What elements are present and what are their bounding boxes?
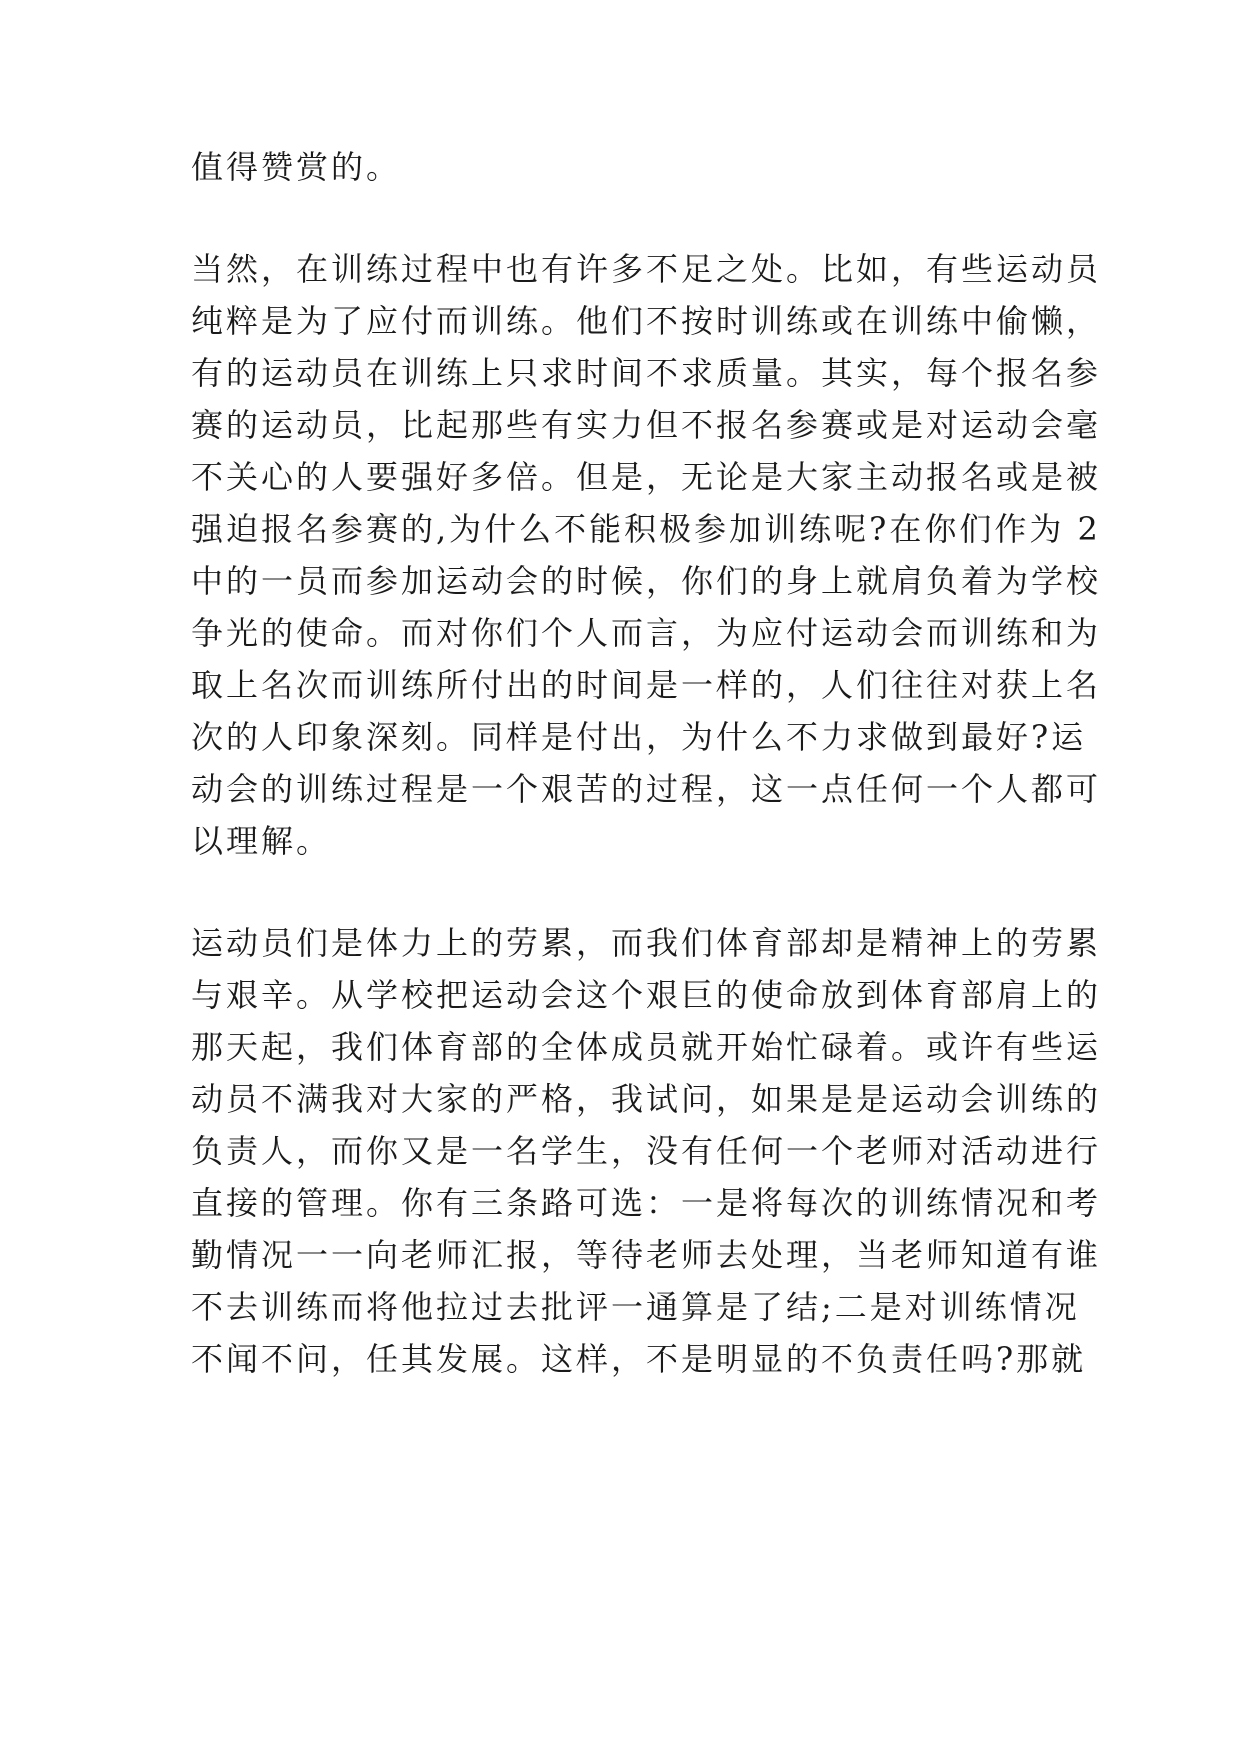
text-line: 直接的管理。你有三条路可选：一是将每次的训练情况和考: [191, 1184, 1102, 1222]
text-line: 运动员们是体力上的劳累，而我们体育部却是精神上的劳累: [191, 924, 1102, 962]
text-line: 与艰辛。从学校把运动会这个艰巨的使命放到体育部肩上的: [191, 976, 1102, 1014]
text-line: 赛的运动员，比起那些有实力但不报名参赛或是对运动会毫: [191, 406, 1102, 444]
text-line: 争光的使命。而对你们个人而言，为应付运动会而训练和为: [191, 614, 1102, 652]
text-line: 以理解。: [191, 822, 332, 860]
text-line: 不去训练而将他拉过去批评一通算是了结;二是对训练情况: [191, 1288, 1080, 1326]
text-line: 纯粹是为了应付而训练。他们不按时训练或在训练中偷懒，: [191, 302, 1102, 340]
text-line: 动会的训练过程是一个艰苦的过程，这一点任何一个人都可: [191, 770, 1102, 808]
text-line: 不闻不问，任其发展。这样，不是明显的不负责任吗?那就: [191, 1340, 1087, 1378]
text-line: 当然，在训练过程中也有许多不足之处。比如，有些运动员: [191, 250, 1102, 288]
text-line: 值得赞赏的。: [191, 148, 402, 186]
text-line: 次的人印象深刻。同样是付出，为什么不力求做到最好?运: [191, 718, 1087, 756]
text-line: 动员不满我对大家的严格，我试问，如果是是运动会训练的: [191, 1080, 1102, 1118]
text-line: 强迫报名参赛的,为什么不能积极参加训练呢?在你们作为 2: [191, 510, 1101, 548]
text-line: 负责人，而你又是一名学生，没有任何一个老师对活动进行: [191, 1132, 1102, 1170]
text-line: 中的一员而参加运动会的时候，你们的身上就肩负着为学校: [191, 562, 1102, 600]
text-line: 勤情况一一向老师汇报，等待老师去处理，当老师知道有谁: [191, 1236, 1102, 1274]
text-line: 取上名次而训练所付出的时间是一样的，人们往往对获上名: [191, 666, 1102, 704]
text-line: 不关心的人要强好多倍。但是，无论是大家主动报名或是被: [191, 458, 1102, 496]
text-line: 有的运动员在训练上只求时间不求质量。其实，每个报名参: [191, 354, 1102, 392]
text-line: 那天起，我们体育部的全体成员就开始忙碌着。或许有些运: [191, 1028, 1102, 1066]
